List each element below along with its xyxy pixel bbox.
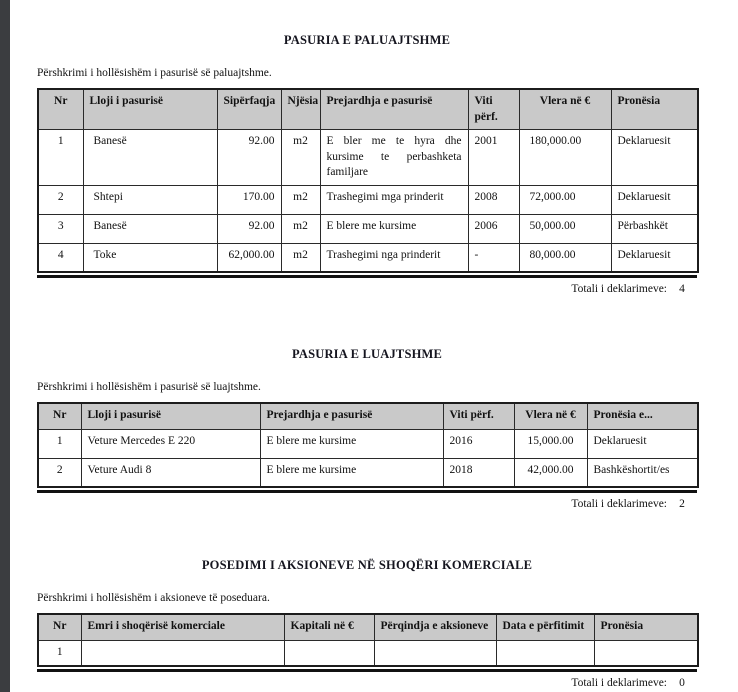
- cell-origin: E blere me kursime: [260, 429, 443, 458]
- cell-nr: 3: [38, 214, 83, 243]
- col-header-ownership: Pronësia e...: [587, 403, 698, 429]
- cell-type: Veture Mercedes E 220: [81, 429, 260, 458]
- cell-nr: 2: [38, 185, 83, 214]
- cell-value: 15,000.00: [514, 429, 587, 458]
- cell-ownership: Përbashkët: [611, 214, 698, 243]
- cell-type: Veture Audi 8: [81, 458, 260, 487]
- cell-nr: 1: [38, 130, 83, 186]
- table-row: [38, 458, 698, 487]
- document-page: [10, 0, 738, 692]
- col-header-value: Vlera në €: [514, 403, 587, 429]
- col-header-type: Lloji i pasurisë: [83, 89, 217, 130]
- col-header-company-name: Emri i shoqërisë komerciale: [81, 614, 284, 640]
- cell-year: 2018: [443, 458, 514, 487]
- table-row: [38, 429, 698, 458]
- cell-ownership: Deklaruesit: [587, 429, 698, 458]
- cell-origin: Trashegimi nga prinderit: [320, 243, 468, 272]
- section-description: Përshkrimi i hollësishëm i pasurisë së paluajtshme.: [37, 67, 272, 79]
- cell-unit: m2: [281, 130, 320, 186]
- col-header-year: Viti përf.: [443, 403, 514, 429]
- col-header-capital: Kapitali në €: [284, 614, 374, 640]
- col-header-origin: Prejardhja e pasurisë: [320, 89, 468, 130]
- table-header-row: [38, 89, 698, 130]
- table-row: [38, 640, 698, 666]
- section-movable-property: [37, 347, 697, 510]
- cell-ownership: Deklaruesit: [611, 185, 698, 214]
- section-immovable-property: [37, 33, 697, 295]
- cell-type: Toke: [83, 243, 217, 272]
- col-header-nr: Nr: [38, 614, 81, 640]
- declarations-total: [37, 498, 697, 510]
- cell-share-percent: [374, 640, 496, 666]
- table-row: [38, 185, 698, 214]
- table-row: [38, 243, 698, 272]
- cell-unit: m2: [281, 214, 320, 243]
- cell-type: Shtepi: [83, 185, 217, 214]
- cell-value: 72,000.00: [519, 185, 611, 214]
- movable-property-table: [37, 402, 699, 488]
- cell-nr: 2: [38, 458, 81, 487]
- section-title: PASURIA E PALUAJTSHME: [283, 33, 451, 47]
- cell-year: 2016: [443, 429, 514, 458]
- cell-value: 180,000.00: [519, 130, 611, 186]
- cell-type: Banesë: [83, 130, 217, 186]
- col-header-origin: Prejardhja e pasurisë: [260, 403, 443, 429]
- cell-type: Banesë: [83, 214, 217, 243]
- table-bottom-rule: [37, 275, 697, 278]
- viewer-left-gutter: [0, 0, 10, 692]
- declarations-total: [37, 283, 697, 295]
- col-header-value: Vlera në €: [519, 89, 611, 130]
- cell-area: 170.00: [217, 185, 281, 214]
- cell-origin: E blere me kursime: [260, 458, 443, 487]
- cell-ownership: Bashkëshortit/es: [587, 458, 698, 487]
- section-title: POSEDIMI I AKSIONEVE NË SHOQËRI KOMERCIALE: [201, 558, 533, 572]
- cell-area: 92.00: [217, 130, 281, 186]
- col-header-year: Viti përf.: [468, 89, 519, 130]
- table-bottom-rule: [37, 669, 697, 672]
- col-header-share-percent: Përqindja e aksioneve: [374, 614, 496, 640]
- table-header-row: [38, 614, 698, 640]
- col-header-type: Lloji i pasurisë: [81, 403, 260, 429]
- col-header-nr: Nr: [38, 403, 81, 429]
- cell-ownership: [594, 640, 698, 666]
- section-title: PASURIA E LUAJTSHME: [291, 347, 443, 361]
- cell-year: 2001: [468, 130, 519, 186]
- cell-ownership: Deklaruesit: [611, 130, 698, 186]
- cell-value: 50,000.00: [519, 214, 611, 243]
- cell-area: 92.00: [217, 214, 281, 243]
- cell-value: 42,000.00: [514, 458, 587, 487]
- total-label: Totali i deklarimeve:: [571, 498, 667, 510]
- col-header-nr: Nr: [38, 89, 83, 130]
- col-header-ownership: Pronësia: [611, 89, 698, 130]
- cell-origin: E blere me kursime: [320, 214, 468, 243]
- cell-nr: 1: [38, 640, 81, 666]
- table-row: [38, 214, 698, 243]
- total-label: Totali i deklarimeve:: [571, 283, 667, 296]
- company-shares-table: [37, 613, 699, 667]
- section-company-shares: [37, 558, 697, 689]
- cell-origin: E bler me te hyra dhe kursime te perbashketa familjare: [320, 130, 468, 186]
- cell-year: 2008: [468, 185, 519, 214]
- total-count: 2: [679, 498, 685, 510]
- col-header-unit: Njësia: [281, 89, 320, 130]
- section-description: Përshkrimi i hollësishëm i pasurisë së luajtshme.: [37, 381, 261, 393]
- immovable-property-table: [37, 88, 699, 273]
- cell-acquired-date: [496, 640, 594, 666]
- section-description: Përshkrimi i hollësishëm i aksioneve të poseduara.: [37, 592, 270, 604]
- cell-value: 80,000.00: [519, 243, 611, 272]
- col-header-area: Sipërfaqja: [217, 89, 281, 130]
- cell-ownership: Deklaruesit: [611, 243, 698, 272]
- total-count: 4: [679, 283, 685, 296]
- cell-origin: Trashegimi mga prinderit: [320, 185, 468, 214]
- cell-unit: m2: [281, 185, 320, 214]
- table-header-row: [38, 403, 698, 429]
- cell-area: 62,000.00: [217, 243, 281, 272]
- cell-capital: [284, 640, 374, 666]
- cell-company-name: [81, 640, 284, 666]
- declarations-total: [37, 677, 697, 689]
- table-row: [38, 130, 698, 186]
- col-header-acquired-date: Data e përfitimit: [496, 614, 594, 640]
- col-header-ownership: Pronësia: [594, 614, 698, 640]
- cell-nr: 1: [38, 429, 81, 458]
- cell-year: 2006: [468, 214, 519, 243]
- cell-unit: m2: [281, 243, 320, 272]
- total-count: 0: [679, 677, 685, 689]
- table-bottom-rule: [37, 490, 697, 493]
- total-label: Totali i deklarimeve:: [571, 677, 667, 689]
- cell-year: -: [468, 243, 519, 272]
- cell-nr: 4: [38, 243, 83, 272]
